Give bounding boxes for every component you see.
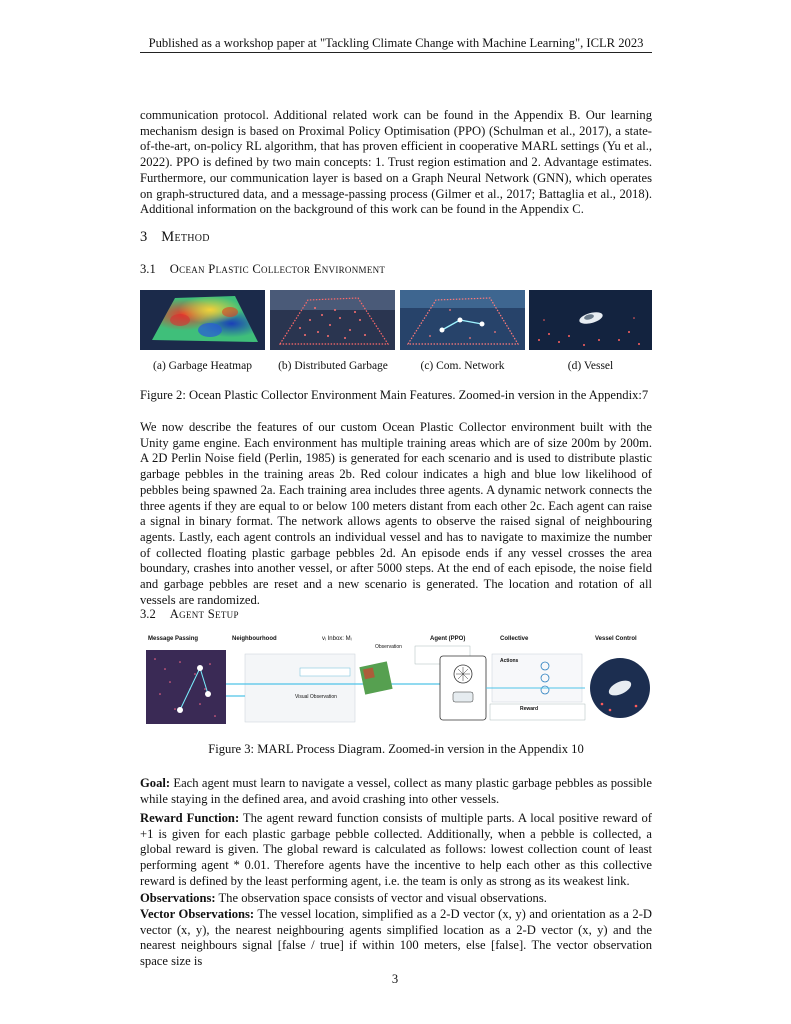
page-number: 3 [391,972,399,986]
diagram-label-neighbourhood: Neighbourhood [232,636,277,642]
subsection-number: 3.1 [140,262,156,276]
intro-paragraph: communication protocol. Additional related work can be found in the Appendix B. Our learning mechanism design is based on Proximal Policy Optimisation (PPO) (Schulman et al., 2017), a state-of-the-art, on-policy RL algorithm, that has proven efficient in cooperative MARL settings (Yu et al., 2022). PPO is defined by two main concepts: 1. Trust region estimation and 2. Advantage estimates. Furthermore, our communication layer is based on a Graph Neural Network (GNN), which operates on graph-structured data, and a message-passing process (Gilmer et al., 2017; Battaglia et al., 2018). Additional information on the background of this work can be found in the Appendix C. [140,108,652,217]
subcaption-a: (a) Garbage Heatmap [153,360,252,372]
diagram-label-agent: Agent (PPO) [430,636,466,642]
garbage-heatmap-image [140,290,265,350]
header-rule [140,52,652,53]
subcaption-d: (d) Vessel [567,360,614,372]
running-header: Published as a workshop paper at "Tackling Climate Change with Machine Learning", ICLR 2023 [148,36,644,50]
goal-label: Goal: [140,776,171,790]
subsection-number: 3.2 [140,607,156,621]
diagram-label-reward: Reward [520,706,539,712]
subcaption-c: (c) Com. Network [420,360,505,372]
section-title: Method [161,229,210,245]
reward-label: Reward Function: [140,811,240,825]
diagram-label-vessel-control: Vessel Control [595,636,637,642]
vector-observations-label: Vector Observations: [140,907,255,921]
distributed-garbage-image [270,290,395,350]
environment-paragraph: We now describe the features of our custom Ocean Plastic Collector environment built with the Unity game engine. Each environment has multiple training areas which are of size 200m by 200m. A 2D Perlin Noise field (Perlin, 1985) is generated for each scenario and is used to distribute plastic garbage pebbles in the training areas 2b. Red colour indicates a high and blue low likelihood of pebbles being spawned 2a. Each training area includes three agents. A dynamic network connects the three agents if they are equal to or below 100 meters distant from each other 2c. Each agent can raise a signal in binary format. The network allows agents to observe the raised signal of neighbouring agents. Lastly, each agent controls an individual vessel and has to navigate to maximize the number of collected floating plastic garbage pebbles 2d. An episode ends if any vessel crosses the area boundary, crashes into another vessel, or after 5000 steps. At the end of each episode, the noise field and garbage pebbles are reset and a new scenario is generated. The location and rotation of all vessels are randomized. [140,420,652,607]
observations-text: The observation space consists of vector and visual observations. [215,891,547,905]
vector-observations-paragraph [140,907,652,970]
section-heading-method [140,229,210,246]
subsection-title: Ocean Plastic Collector Environment [169,262,386,276]
goal-paragraph [140,776,652,807]
reward-text: The agent reward function consists of multiple parts. A local positive reward of +1 is given for each plastic garbage pebble collected. Additionally, when a pebble is collected, a global reward is given. The global reward is calculated as follows: lowest collection count of least performing agent * 0.01. Therefore agents have the incentive to help each other as this collective reward is defined by the least performing agent, i.e. the team is only as strong as its weakest link. [140,811,653,888]
section-number: 3 [140,229,148,245]
vessel-image [529,290,652,350]
diagram-label-observation: Observation [375,644,402,650]
subcaption-b: (b) Distributed Garbage [278,360,388,372]
com-network-image [400,290,525,350]
diagram-label-collective: Collective [500,636,529,642]
diagram-label-vision: Visual Observation [295,694,337,700]
figure-3-caption: Figure 3: MARL Process Diagram. Zoomed-in version in the Appendix 10 [208,742,584,756]
vector-observations-text: The vessel location, simplified as a 2-D vector (x, y) and orientation as a 2-D vector (x, y), the nearest neighbouring agents simplified location as a 2-D vector (x, y) and the nearest neighbours signal [false / true] if within 100 meters, else [false]. The vector observation space size is [140,907,652,969]
reward-paragraph [140,811,652,890]
subsection-title: Agent Setup [169,607,239,621]
diagram-label-inbox: vᵢ Inbox: Mᵢ [322,636,352,642]
marl-process-diagram [140,634,652,726]
subsection-heading-environment [140,262,385,277]
diagram-label-message-passing: Message Passing [148,636,199,642]
goal-text: Each agent must learn to navigate a vessel, collect as many plastic garbage pebbles as possible while staying in the defined area, and avoid crashing into other vessels. [140,776,652,806]
subsection-heading-agent-setup [140,607,239,622]
observations-label: Observations: [140,891,216,905]
figure-2-images [140,290,652,350]
observations-paragraph [140,891,652,907]
diagram-label-actions: Actions [500,658,519,664]
figure-2-caption: Figure 2: Ocean Plastic Collector Environment Main Features. Zoomed-in version in the Appendix:7 [140,388,649,402]
